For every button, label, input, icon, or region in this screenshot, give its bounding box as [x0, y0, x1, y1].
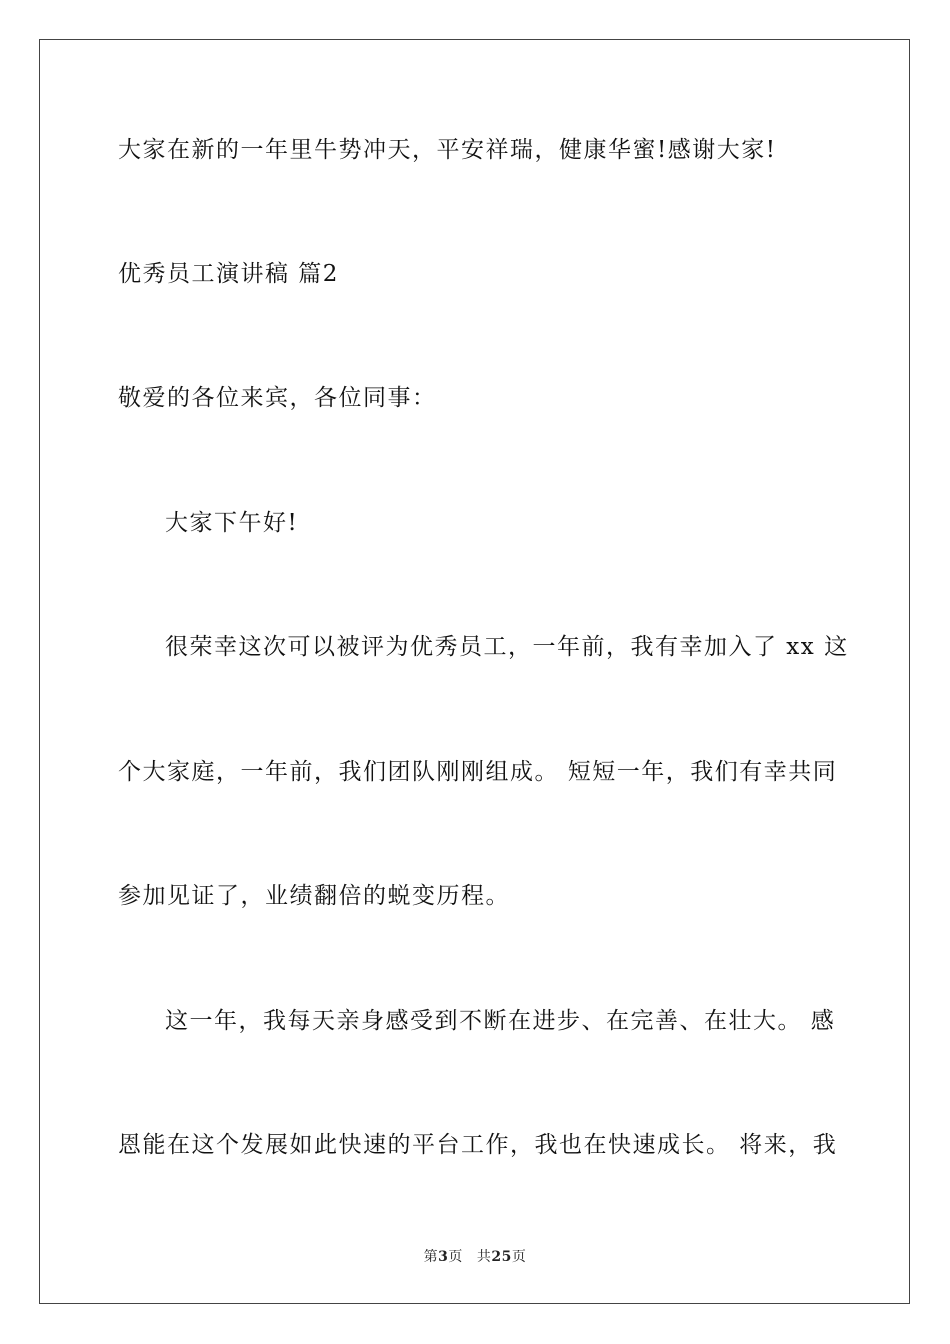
text-line-closing: 大家在新的一年里牛势冲天，平安祥瑞，健康华蜜!感谢大家!: [118, 137, 777, 163]
current-page-number: 3: [438, 1249, 449, 1265]
page-prefix: 第: [423, 1249, 439, 1265]
paragraph-line: 参加见证了，业绩翻倍的蜕变历程。: [118, 883, 510, 909]
page-suffix: 页: [448, 1249, 463, 1265]
paragraph-line: 恩能在这个发展如此快速的平台工作，我也在快速成长。 将来，我: [118, 1132, 838, 1158]
salutation: 敬爱的各位来宾，各位同事：: [118, 385, 437, 411]
page-border: [39, 39, 910, 1304]
paragraph-line: 这一年，我每天亲身感受到不断在进步、在完善、在壮大。 感: [165, 1008, 836, 1034]
page-footer: [0, 1248, 950, 1266]
paragraph-line: 很荣幸这次可以被评为优秀员工，一年前，我有幸加入了 xx 这: [165, 634, 849, 660]
total-prefix: 共: [476, 1249, 492, 1265]
section-heading: 优秀员工演讲稿 篇2: [118, 261, 339, 287]
total-suffix: 页: [511, 1249, 527, 1265]
total-page-count: 25: [491, 1249, 512, 1265]
paragraph-line: 个大家庭，一年前，我们团队刚刚组成。 短短一年，我们有幸共同: [118, 759, 838, 785]
greeting: 大家下午好!: [165, 510, 299, 536]
